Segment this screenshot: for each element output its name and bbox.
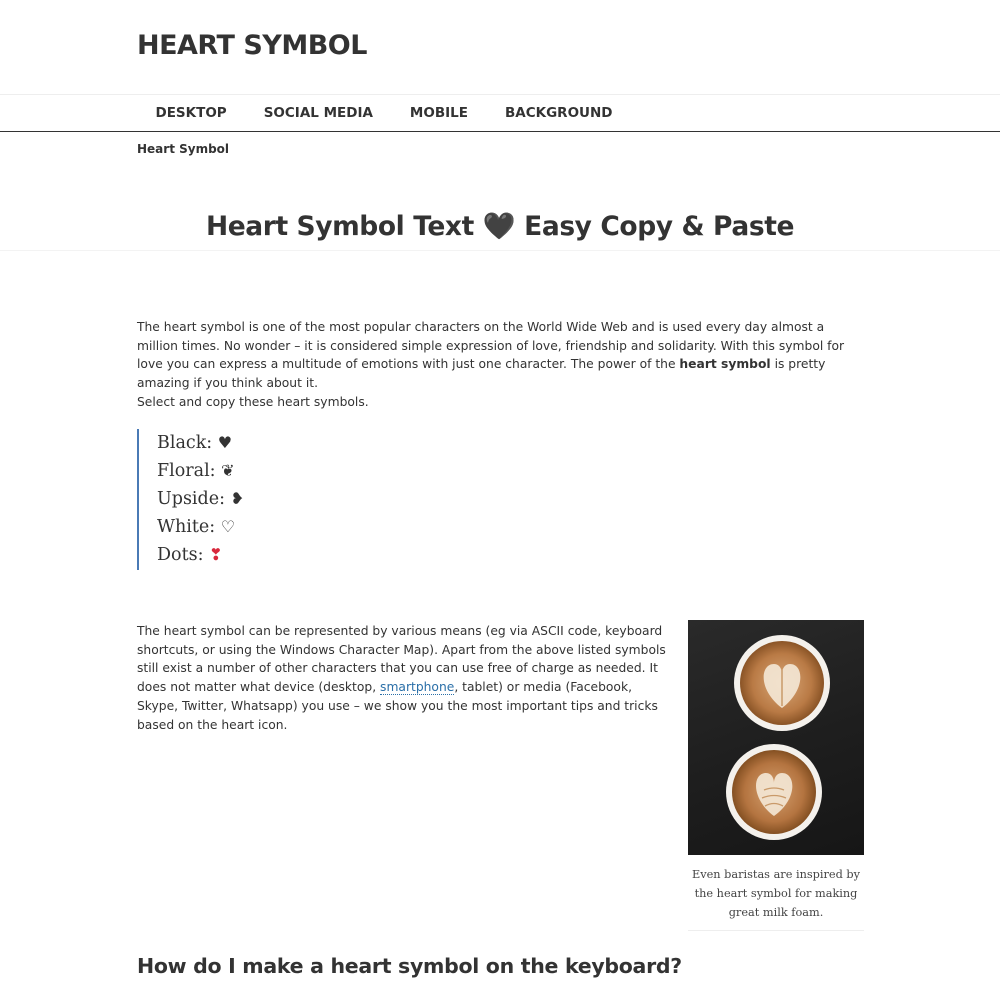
- nav-item-mobile[interactable]: MOBILE: [409, 105, 468, 121]
- nav-menu: [137, 95, 631, 132]
- symbol-row-floral[interactable]: [157, 457, 437, 485]
- symbol-label: Black:: [157, 433, 213, 453]
- nav-item-social-media[interactable]: SOCIAL MEDIA: [263, 105, 373, 121]
- site-title[interactable]: HEART SYMBOL: [137, 30, 367, 61]
- latte-art-image: [688, 620, 864, 855]
- breadcrumb: Heart Symbol: [137, 142, 230, 156]
- title-divider: [0, 250, 1000, 251]
- intro-text-end: is pretty amazing if you think about it.: [137, 357, 826, 391]
- symbol-row-dots[interactable]: [157, 541, 437, 569]
- floral-heart-symbol[interactable]: ❦: [221, 461, 235, 480]
- figure-caption: Even baristas are inspired by the heart symbol for making great milk foam.: [691, 868, 861, 919]
- page-title: Heart Symbol Text 🖤 Easy Copy & Paste: [205, 211, 795, 242]
- symbol-label: Upside:: [157, 489, 225, 509]
- nav-item-desktop[interactable]: DESKTOP: [155, 105, 227, 121]
- heart-symbols-quote: [137, 429, 437, 570]
- white-heart-symbol[interactable]: ♡: [220, 517, 236, 536]
- intro-bold-text: heart symbol: [679, 357, 771, 372]
- section-heading: How do I make a heart symbol on the keyboard?: [137, 954, 682, 978]
- black-heart-symbol[interactable]: ♥: [217, 433, 233, 452]
- symbol-label: White:: [157, 517, 216, 537]
- upside-heart-symbol[interactable]: ❥: [230, 489, 244, 508]
- intro-paragraph: [137, 318, 864, 393]
- nav-item-background[interactable]: BACKGROUND: [504, 105, 613, 121]
- body-paragraph: [137, 622, 672, 734]
- main-navigation: [0, 94, 1000, 132]
- body-text-start: The heart symbol can be represented by various means (eg via ASCII code, keyboard shortcuts, or using the Windows Character Map). Apart from the above listed symbols still exist a number of other characters that you can use free of charge as needed. It does not matter what device (desktop,: [137, 624, 666, 695]
- symbol-row-white[interactable]: [157, 513, 437, 541]
- intro-text-start: The heart symbol is one of the most popular characters on the World Wide Web and is used every day almost a million times. No wonder – it is considered simple expression of love, friendship and solidarity. With this symbol for love you can express a multitude of emotions with just one character. The power of the: [137, 320, 845, 372]
- smartphone-link[interactable]: smartphone: [380, 680, 455, 695]
- select-copy-instruction: Select and copy these heart symbols.: [137, 395, 369, 409]
- symbol-row-upside[interactable]: [157, 485, 437, 513]
- latte-art-photo: [688, 620, 864, 855]
- symbol-label: Floral:: [157, 461, 216, 481]
- symbol-label: Dots:: [157, 545, 204, 565]
- symbol-row-black[interactable]: [157, 429, 437, 457]
- body-text-end: , tablet) or media (Facebook, Skype, Twitter, Whatsapp) you use – we show you the most important tips and tricks based on the heart icon.: [137, 680, 658, 732]
- dots-heart-symbol[interactable]: ❣: [209, 545, 223, 564]
- coffee-figure: [688, 620, 864, 931]
